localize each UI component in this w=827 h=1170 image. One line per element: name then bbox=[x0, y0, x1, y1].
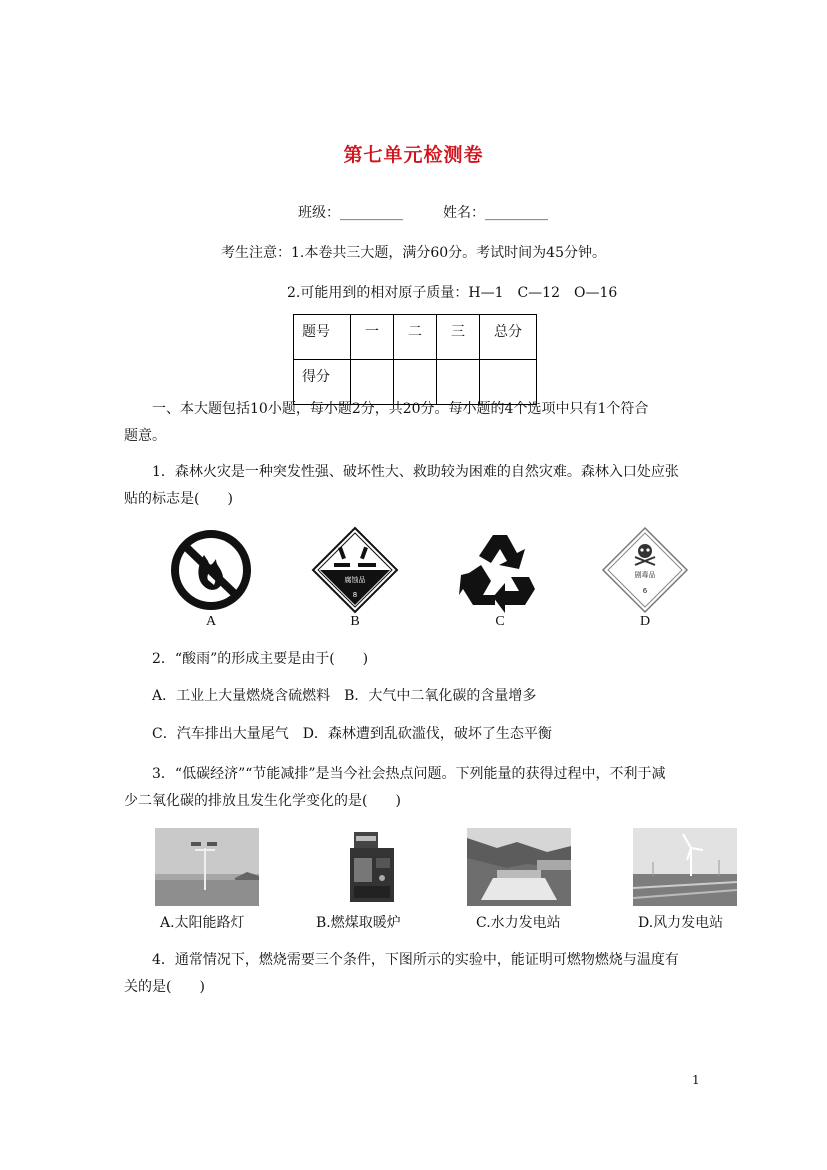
question-1-line-1: 1．森林火灾是一种突发性强、破坏性大、救助较为困难的自然灾难。森林入口处应张 bbox=[152, 464, 679, 480]
q3-option-c-label: C.水力发电站 bbox=[476, 915, 561, 931]
recycle-sign-icon bbox=[455, 525, 545, 615]
name-field-label: 姓名：_________ bbox=[443, 205, 548, 221]
solar-street-light-photo bbox=[155, 828, 259, 906]
corrosive-sign-number: 8 bbox=[352, 591, 358, 599]
corrosive-sign-icon bbox=[310, 525, 400, 615]
question-2-options-ab: A．工业上大量燃烧含硫燃料 B．大气中二氧化碳的含量增多 bbox=[152, 688, 537, 704]
toxic-sign-icon bbox=[600, 525, 690, 615]
q3-option-a-label: A.太阳能路灯 bbox=[160, 915, 245, 931]
question-4-line-1: 4．通常情况下，燃烧需要三个条件，下图所示的实验中，能证明可燃物燃烧与温度有 bbox=[152, 952, 679, 968]
page-title: 第七单元检测卷 bbox=[343, 144, 484, 166]
score-row-label: 得分 bbox=[294, 360, 351, 405]
q3-option-d-label: D.风力发电站 bbox=[638, 915, 724, 931]
toxic-sign-number: 6 bbox=[642, 587, 648, 595]
question-4-line-2: 关的是( ) bbox=[124, 979, 205, 995]
coal-heater-photo bbox=[320, 828, 424, 906]
notice-line-1: 考生注意：1.本卷共三大题，满分60分。考试时间为45分钟。 bbox=[221, 245, 606, 261]
q1-option-c-label: C bbox=[495, 614, 505, 629]
no-fire-sign-icon bbox=[166, 525, 256, 615]
section-1-line-1: 一、本大题包括10小题，每小题2分，共20分。每小题的4个选项中只有1个符合 bbox=[152, 401, 649, 417]
score-header-cell: 题号 bbox=[294, 315, 351, 360]
section-1-line-2: 题意。 bbox=[124, 428, 166, 444]
page-number: 1 bbox=[692, 1073, 700, 1087]
score-header-cell: 三 bbox=[437, 315, 480, 360]
question-2-stem: 2．“酸雨”的形成主要是由于( ) bbox=[152, 651, 369, 667]
q1-option-b-label: B bbox=[350, 614, 360, 629]
score-header-cell: 总分 bbox=[480, 315, 537, 360]
question-3-line-2: 少二氧化碳的排放且发生化学变化的是( ) bbox=[124, 793, 401, 809]
question-1-line-2: 贴的标志是( ) bbox=[124, 491, 233, 507]
score-table bbox=[293, 314, 537, 405]
question-3-line-1: 3．“低碳经济”“节能减排”是当今社会热点问题。下列能量的获得过程中，不利于减 bbox=[152, 766, 666, 782]
q1-option-a-label: A bbox=[205, 614, 217, 629]
hydropower-station-photo bbox=[467, 828, 571, 906]
question-2-options-cd: C．汽车排出大量尾气 D．森林遭到乱砍滥伐，破坏了生态平衡 bbox=[152, 726, 552, 742]
score-table-header-row bbox=[294, 315, 537, 360]
score-header-cell: 一 bbox=[351, 315, 394, 360]
q3-option-b-label: B.燃煤取暖炉 bbox=[316, 915, 401, 931]
wind-power-station-photo bbox=[633, 828, 737, 906]
score-header-cell: 二 bbox=[394, 315, 437, 360]
q1-option-d-label: D bbox=[639, 614, 651, 629]
corrosive-sign-text: 腐蚀品 bbox=[344, 576, 366, 584]
section-1-instructions bbox=[124, 396, 704, 423]
toxic-sign-text: 剧毒品 bbox=[634, 571, 656, 579]
notice-line-2: 2.可能用到的相对原子质量：H—1 C—12 O—16 bbox=[287, 285, 618, 301]
class-field-label: 班级：_________ bbox=[298, 205, 403, 221]
